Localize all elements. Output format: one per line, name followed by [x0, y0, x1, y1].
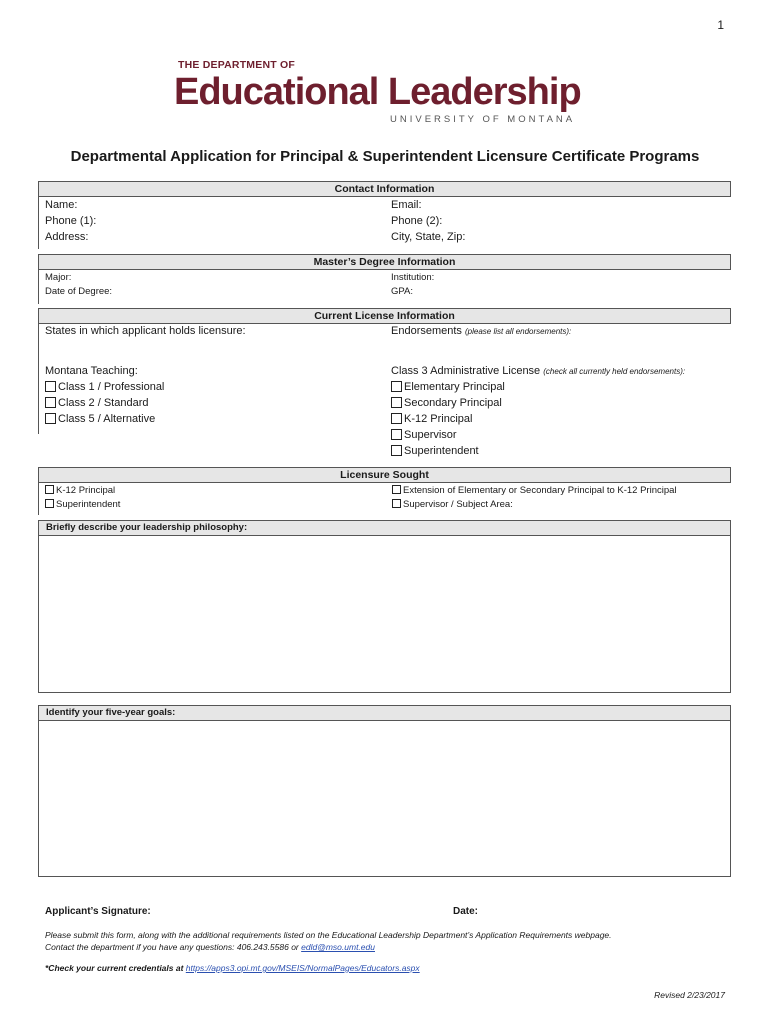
checkbox[interactable] — [45, 381, 56, 392]
footer-contact-text: Contact the department if you have any questions: 406.243.5586 or — [45, 942, 299, 952]
major-label: Major: — [45, 272, 72, 283]
footer-check — [45, 963, 420, 973]
checkbox[interactable] — [392, 499, 401, 508]
institution-label: Institution: — [391, 272, 435, 283]
class3-text: Class 3 Administrative License — [391, 365, 541, 377]
sought-supervisor[interactable] — [392, 499, 513, 510]
sought-extension-label: Extension of Elementary or Secondary Principal to K-12 Principal — [403, 485, 677, 496]
sought-extension[interactable] — [392, 485, 677, 496]
name-label: Name: — [45, 199, 78, 211]
sought-k12-label: K-12 Principal — [56, 485, 116, 496]
page-title: Departmental Application for Principal & Superintendent Licensure Certificate Programs — [70, 148, 700, 165]
email-link[interactable]: edld@mso.umt.edu — [301, 942, 375, 952]
checkbox[interactable] — [392, 485, 401, 494]
license-header: Current License Information — [38, 308, 731, 324]
logo-top-line: THE DEPARTMENT OF — [178, 59, 295, 71]
endorsements-label — [391, 325, 571, 337]
montana-class1[interactable] — [45, 381, 164, 393]
checkbox[interactable] — [391, 397, 402, 408]
footer-check-text: *Check your current credentials at — [45, 963, 184, 973]
philosophy-header: Briefly describe your leadership philosophy: — [38, 520, 731, 536]
class3-superintendent-label: Superintendent — [404, 445, 479, 457]
montana-class5[interactable] — [45, 413, 155, 425]
address-label: Address: — [45, 231, 89, 243]
footer-line2 — [45, 942, 375, 952]
class3-k12-label: K-12 Principal — [404, 413, 473, 425]
checkbox[interactable] — [45, 413, 56, 424]
class3-secondary[interactable] — [391, 397, 502, 409]
class3-superintendent[interactable] — [391, 445, 479, 457]
contact-border — [38, 197, 39, 249]
masters-header: Master’s Degree Information — [38, 254, 731, 270]
class3-secondary-label: Secondary Principal — [404, 397, 502, 409]
sought-supervisor-label: Supervisor / Subject Area: — [403, 499, 513, 510]
checkbox[interactable] — [45, 485, 54, 494]
date-label: Date: — [453, 906, 479, 917]
endorsements-text: Endorsements — [391, 325, 462, 337]
checkbox[interactable] — [45, 499, 54, 508]
class3-note: (check all currently held endorsements): — [543, 367, 686, 376]
montana-class2[interactable] — [45, 397, 149, 409]
checkbox[interactable] — [391, 413, 402, 424]
sought-superintendent[interactable] — [45, 499, 120, 510]
class3-supervisor-label: Supervisor — [404, 429, 457, 441]
phone2-label: Phone (2): — [391, 215, 443, 227]
city-label: City, State, Zip: — [391, 231, 466, 243]
goals-textarea[interactable] — [38, 720, 731, 877]
states-label: States in which applicant holds licensure: — [45, 325, 246, 337]
sought-header: Licensure Sought — [38, 467, 731, 483]
checkbox[interactable] — [391, 429, 402, 440]
goals-header: Identify your five-year goals: — [38, 705, 731, 721]
endorsements-note: (please list all endorsements): — [465, 327, 572, 336]
montana-class2-label: Class 2 / Standard — [58, 397, 149, 409]
gpa-label: GPA: — [391, 286, 413, 297]
contact-header: Contact Information — [38, 181, 731, 197]
revised-date: Revised 2/23/2017 — [654, 990, 725, 1000]
sought-k12[interactable] — [45, 485, 115, 496]
montana-teaching-label: Montana Teaching: — [45, 365, 138, 377]
class3-elementary[interactable] — [391, 381, 505, 393]
montana-class5-label: Class 5 / Alternative — [58, 413, 156, 425]
class3-supervisor[interactable] — [391, 429, 457, 441]
philosophy-textarea[interactable] — [38, 535, 731, 693]
page-number: 1 — [717, 18, 724, 32]
checkbox[interactable] — [391, 445, 402, 456]
checkbox[interactable] — [45, 397, 56, 408]
sought-superintendent-label: Superintendent — [56, 499, 121, 510]
class3-label — [391, 365, 685, 377]
class3-k12[interactable] — [391, 413, 472, 425]
footer-line1: Please submit this form, along with the additional requirements listed on the Educational Leadership Department’s Application Requirements webpage. — [45, 930, 612, 940]
checkbox[interactable] — [391, 381, 402, 392]
date-of-degree-label: Date of Degree: — [45, 286, 113, 297]
phone1-label: Phone (1): — [45, 215, 97, 227]
signature-label: Applicant’s Signature: — [45, 906, 151, 917]
email-label: Email: — [391, 199, 422, 211]
class3-elementary-label: Elementary Principal — [404, 381, 505, 393]
logo-main-line: Educational Leadership — [174, 71, 581, 113]
masters-border — [38, 270, 39, 304]
sought-border — [38, 483, 39, 515]
logo-sub-line: UNIVERSITY OF MONTANA — [390, 114, 576, 125]
credentials-link[interactable]: https://apps3.opi.mt.gov/MSEIS/NormalPages/Educators.aspx — [185, 963, 420, 973]
montana-class1-label: Class 1 / Professional — [58, 381, 165, 393]
license-border — [38, 324, 39, 434]
